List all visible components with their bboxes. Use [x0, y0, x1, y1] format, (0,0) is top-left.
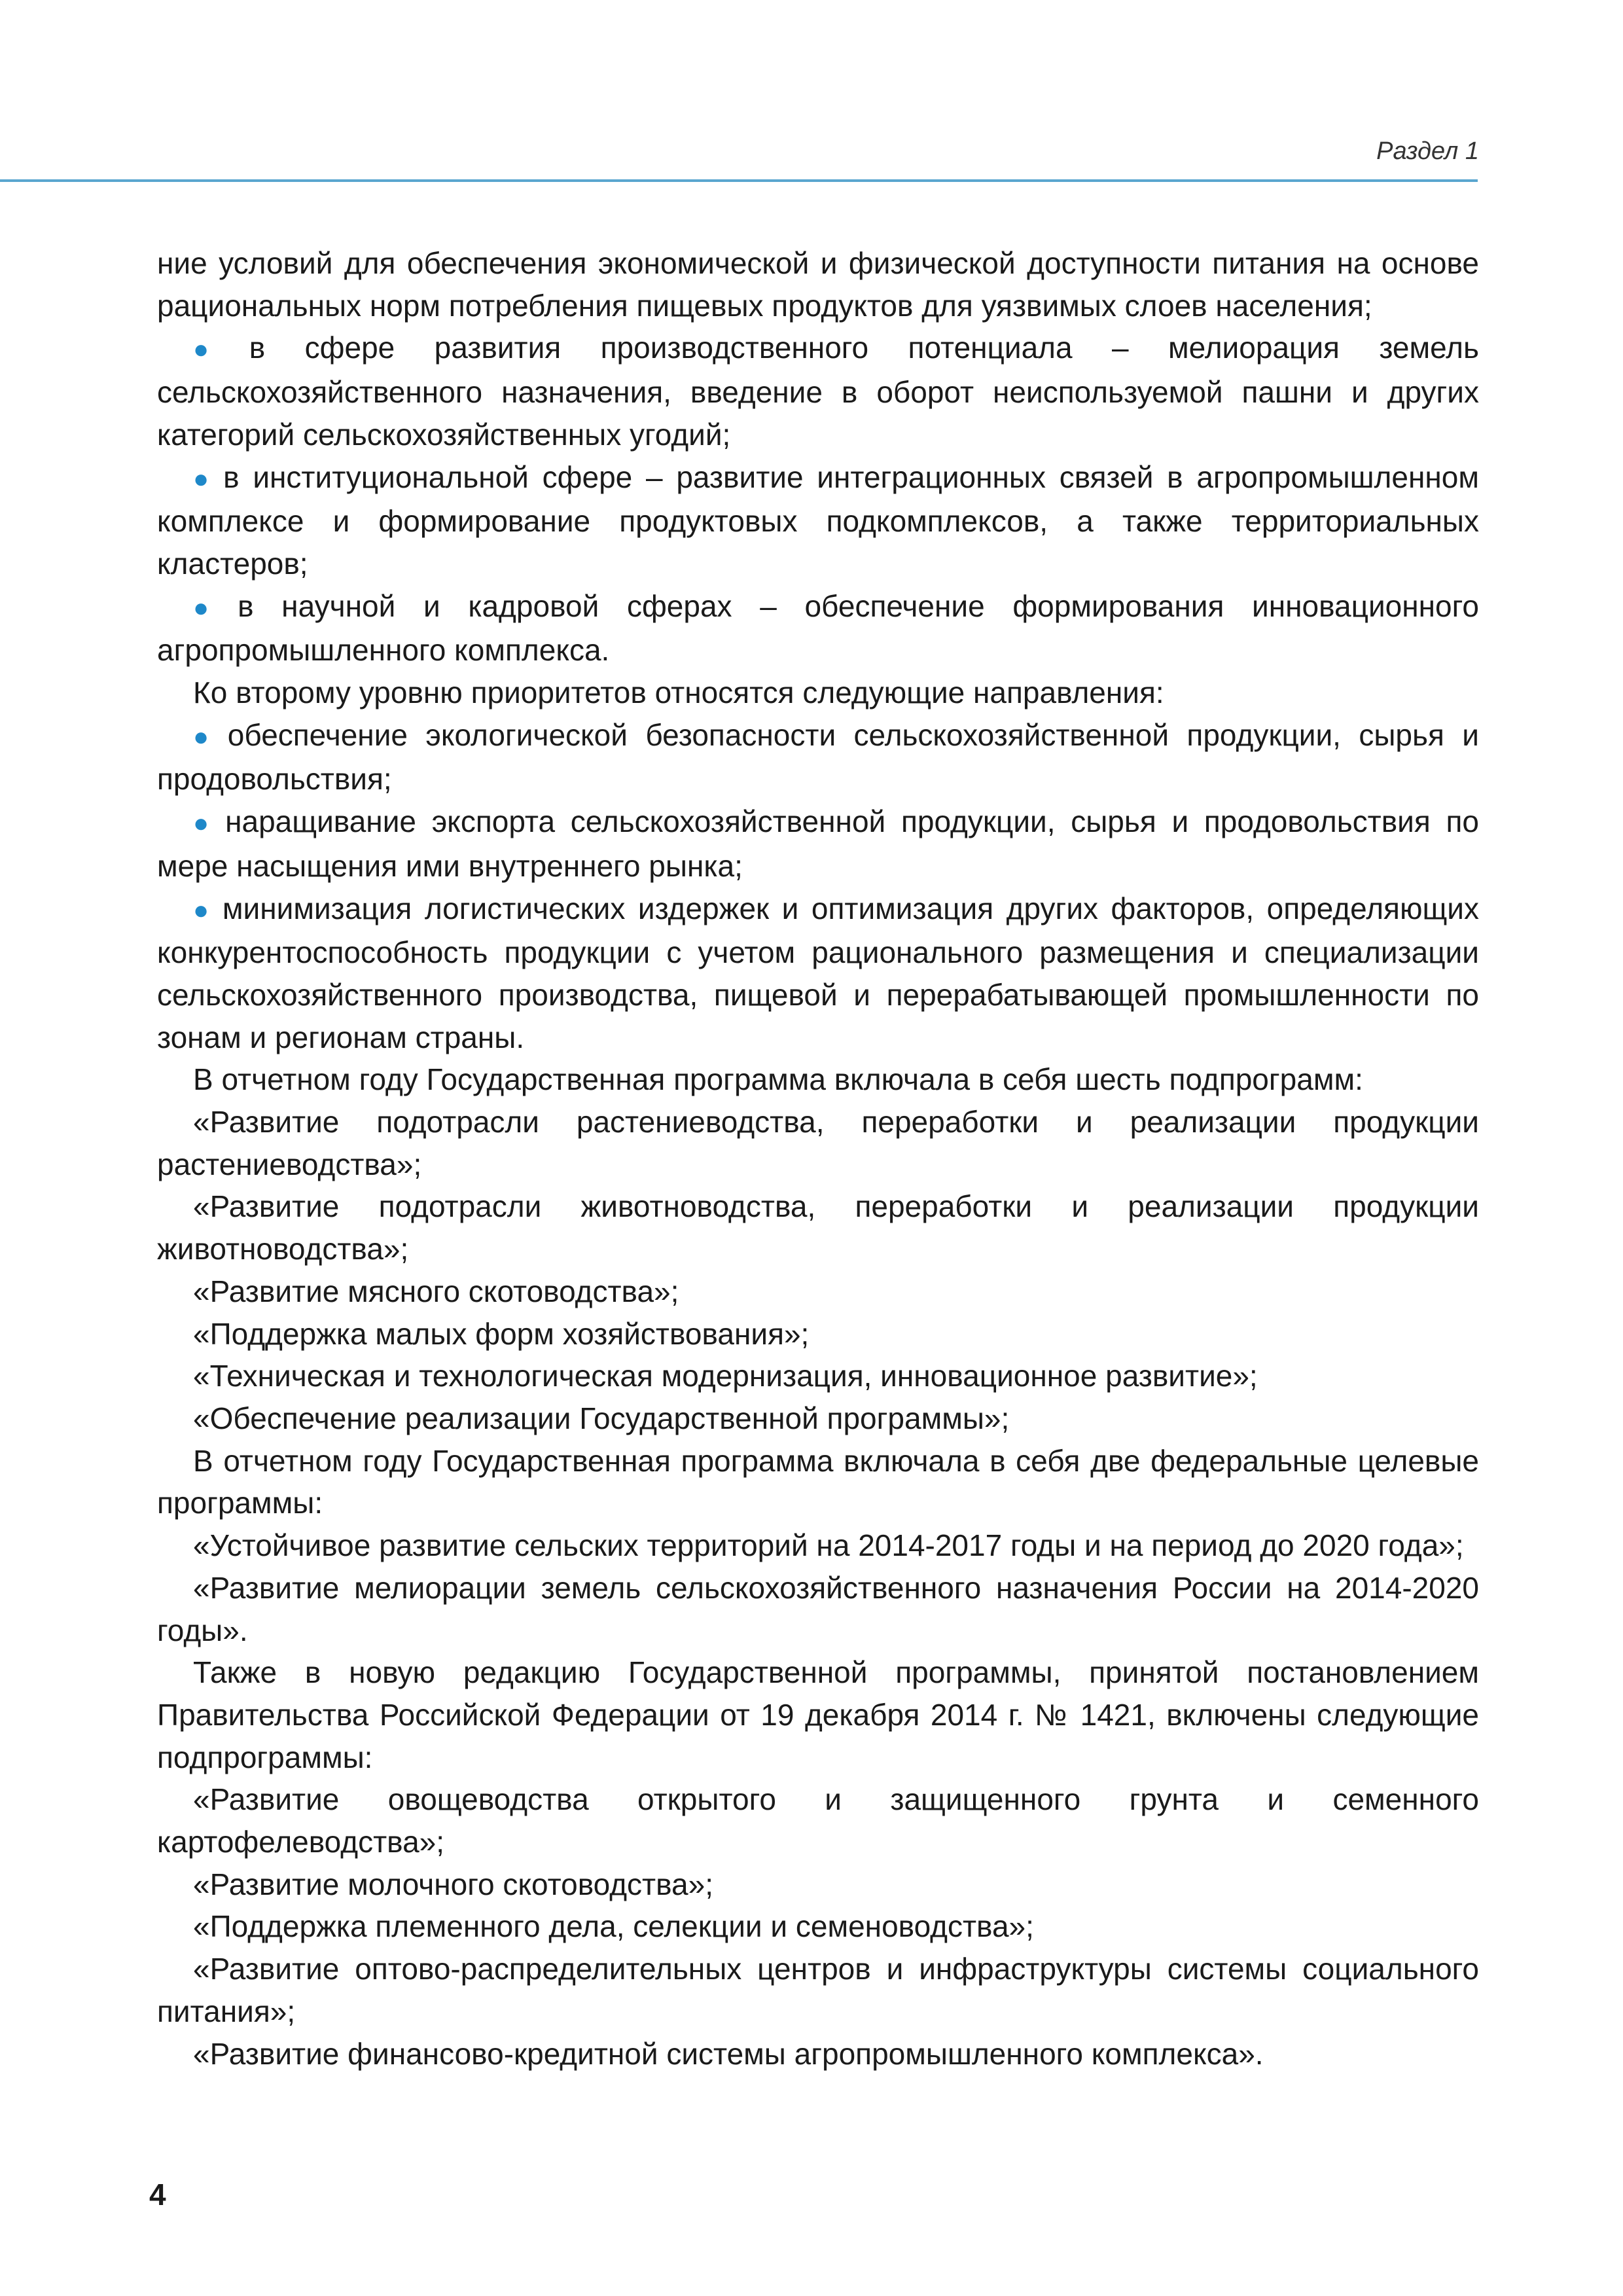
- bullet-item: ● наращивание экспорта сельскохозяйственной продукции, сырья и продовольствия по мере насыщения ими внутреннего рынка;: [157, 804, 1479, 883]
- bullet-item: ● в научной и кадровой сферах – обеспечение формирования инновационного агропромышленного комплекса.: [157, 588, 1479, 668]
- bullet-item: ● в сфере развития производственного потенциала – мелиорация земель сельскохозяйственного назначения, введение в оборот неиспользуемой пашни и других категорий сельскохозяйственных угодий;: [157, 331, 1479, 452]
- paragraph: «Устойчивое развитие сельских территорий на 2014-2017 годы и на период до 2020 года»;: [193, 1528, 1464, 1563]
- paragraph: В отчетном году Государственная программа включала в себя шесть подпрограмм:: [193, 1062, 1363, 1097]
- paragraph: «Развитие подотрасли растениеводства, переработки и реализации продукции растениеводства»;: [157, 1105, 1479, 1181]
- paragraph: «Развитие подотрасли животноводства, переработки и реализации продукции животноводства»;: [157, 1189, 1479, 1266]
- paragraph: Также в новую редакцию Государственной программы, принятой постановлением Правительства Российской Федерации от 19 декабря 2014 г. № 1421, включены следующие подпрограммы:: [157, 1655, 1479, 1774]
- paragraph: Ко второму уровню приоритетов относятся следующие направления:: [193, 675, 1164, 710]
- paragraph: В отчетном году Государственная программа включала в себя две федеральные целевые программы:: [157, 1443, 1479, 1520]
- paragraph: «Развитие оптово-распределительных центров и инфраструктуры системы социального питания»;: [157, 1952, 1479, 2028]
- paragraph: «Развитие мелиорации земель сельскохозяйственного назначения России на 2014-2020 годы».: [157, 1570, 1479, 1647]
- blue-dot-icon: ●: [193, 895, 213, 925]
- blue-dot-icon: ●: [193, 335, 240, 365]
- paragraph: «Обеспечение реализации Государственной программы»;: [193, 1401, 1010, 1435]
- paragraph: «Развитие молочного скотоводства»;: [193, 1867, 713, 1901]
- paragraph: «Развитие мясного скотоводства»;: [193, 1274, 679, 1308]
- section-label: Раздел 1: [1376, 137, 1479, 165]
- blue-dot-icon: ●: [193, 809, 217, 838]
- bullet-item: ● в институциональной сфере – развитие интеграционных связей в агропромышленном комплексе и формирование продуктовых подкомплексов, а также территориальных кластеров;: [157, 459, 1479, 581]
- blue-dot-icon: ●: [193, 722, 219, 751]
- paragraph: ние условий для обеспечения экономической и физической доступности питания на основе рациональных норм потребления пищевых продуктов для уязвимых слоев населения;: [157, 246, 1479, 323]
- paragraph: «Техническая и технологическая модернизация, инновационное развитие»;: [193, 1359, 1258, 1393]
- paragraph: «Развитие овощеводства открытого и защищенного грунта и семенного картофелеводства»;: [157, 1782, 1479, 1859]
- bullet-item: ● минимизация логистических издержек и оптимизация других факторов, определяющих конкурентоспособность продукции с учетом рационального размещения и специализации сельскохозяйственного производства, пищевой и перерабатывающей промышленности по зонам и регионам страны.: [157, 891, 1479, 1054]
- header-rule: [0, 179, 1478, 182]
- paragraph: «Поддержка племенного дела, селекции и семеноводства»;: [193, 1909, 1034, 1944]
- bullet-item: ● обеспечение экологической безопасности сельскохозяйственной продукции, сырья и продовольствия;: [157, 717, 1479, 797]
- page-number: 4: [149, 2178, 166, 2212]
- paragraph: «Развитие финансово-кредитной системы агропромышленного комплекса».: [193, 2036, 1264, 2071]
- blue-dot-icon: ●: [193, 593, 229, 622]
- paragraph: «Поддержка малых форм хозяйствования»;: [193, 1316, 810, 1351]
- body-text: [157, 242, 1479, 2075]
- blue-dot-icon: ●: [193, 464, 215, 493]
